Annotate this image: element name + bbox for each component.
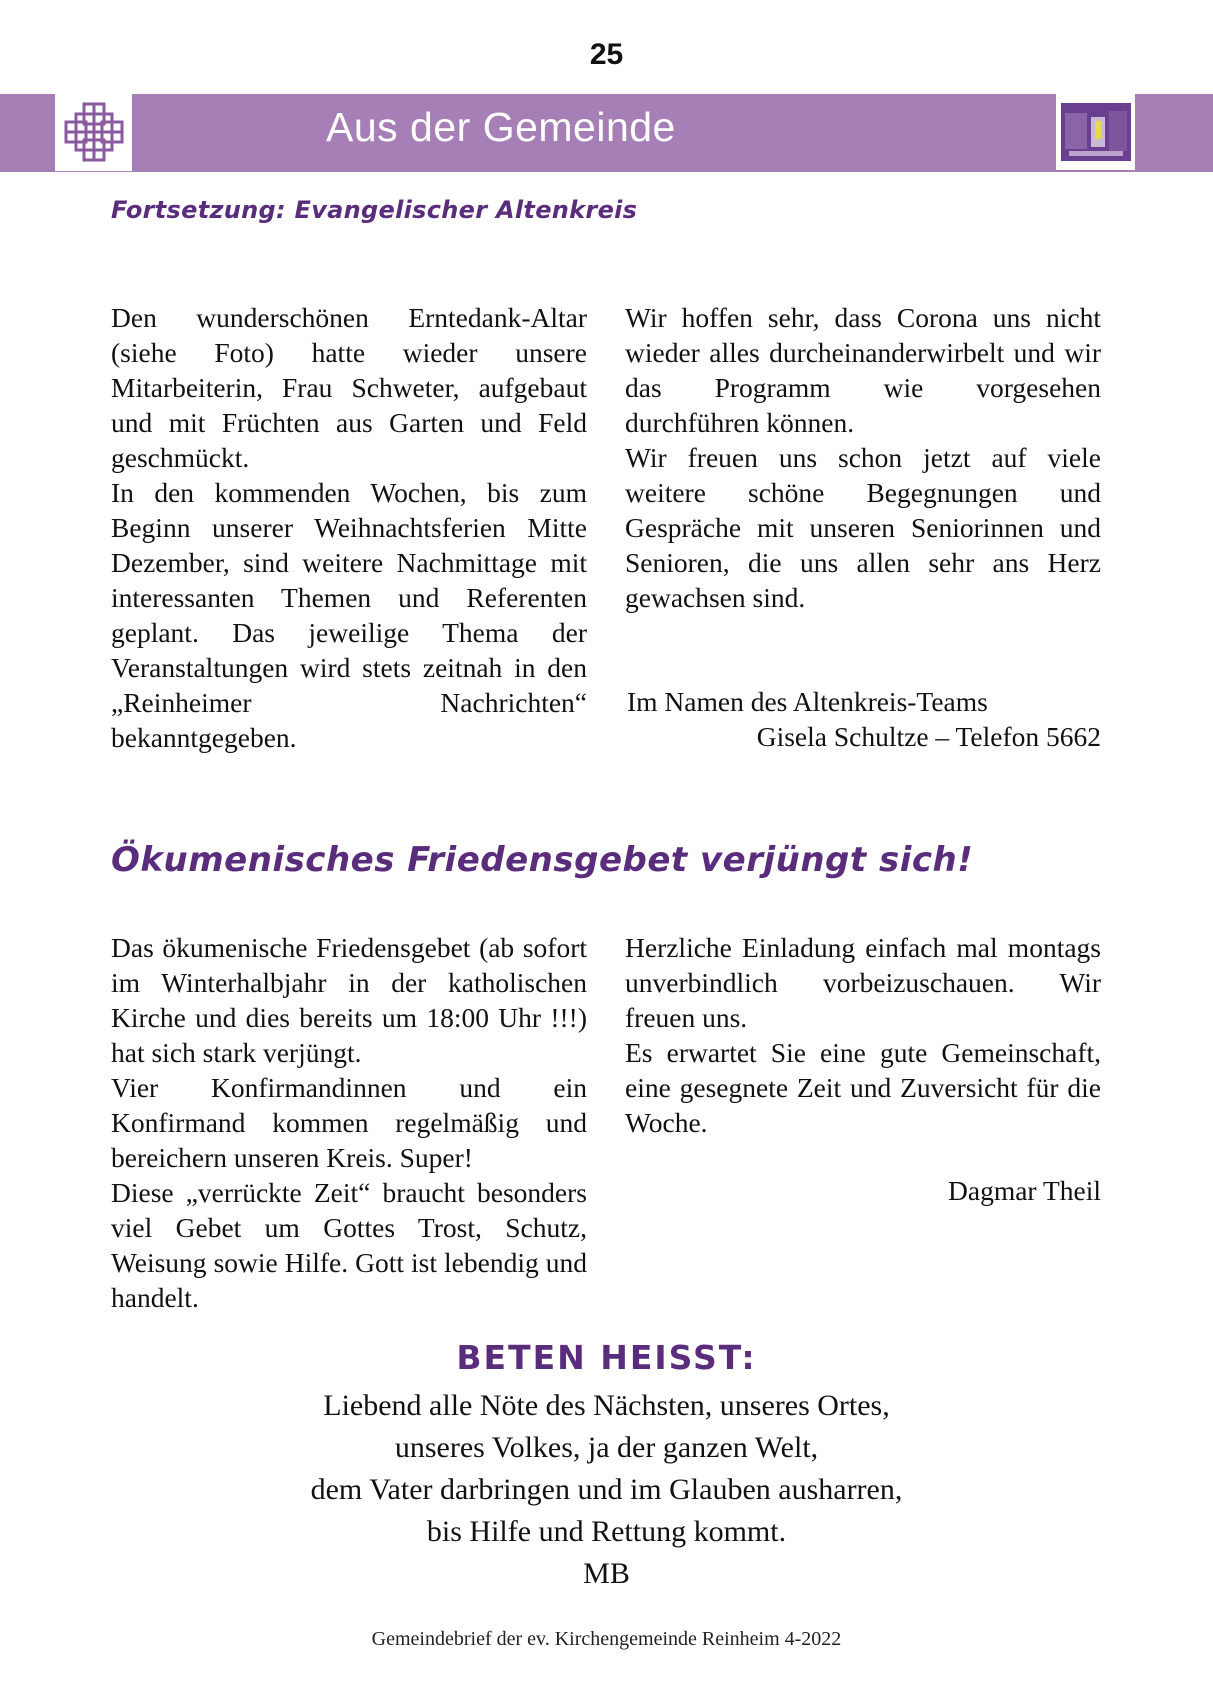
section1-right-column (625, 300, 1101, 615)
prayer-line: unseres Volkes, ja der ganzen Welt, (394, 1431, 819, 1464)
prayer-heading: BETEN HEISST: (456, 1338, 757, 1377)
church-photo-logo-icon (1056, 94, 1135, 170)
section1-subheading: Fortsetzung: Evangelischer Altenkreis (111, 196, 638, 224)
section2-heading: Ökumenisches Friedensgebet verjüngt sich! (111, 840, 974, 880)
paragraph: Diese „verrückte Zeit“ braucht besonders viel Gebet um Gottes Trost, Schutz, Weisung sowie Hilfe. Gott ist lebendig und handelt. (111, 1177, 587, 1313)
prayer-line: dem Vater darbringen und im Glauben ausharren, (310, 1473, 903, 1506)
paragraph: In den kommenden Wochen, bis zum Beginn unserer Weihnachtsferien Mitte Dezember, sind weitere Nachmittage mit interessanten Themen und Referenten geplant. Das jeweilige Thema der Veranstaltungen wird stets zeitnah in den „Reinheimer Nachrichten“ bekanntgegeben. (111, 477, 587, 753)
paragraph: Wir hoffen sehr, dass Corona uns nicht wieder alles durcheinanderwirbelt und wir das Programm wie vorgesehen durchführen können. (625, 302, 1101, 438)
cross-lattice-icon (55, 93, 132, 171)
paragraph: Wir freuen uns schon jetzt auf viele weitere schöne Begegnungen und Gespräche mit unseren Seniorinnen und Senioren, die uns allen sehr ans Herz gewachsen sind. (625, 442, 1101, 613)
section1-signature-team: Im Namen des Altenkreis-Teams (627, 686, 988, 717)
section1-left-column (111, 300, 587, 755)
section1-signature-name: Gisela Schultze – Telefon 5662 (756, 721, 1101, 752)
paragraph: Herzliche Einladung einfach mal montags unverbindlich vorbeizuschauen. Wir freuen uns. (625, 932, 1101, 1033)
footer: Gemeindebrief der ev. Kirchengemeinde Reinheim 4-2022 (371, 1628, 842, 1650)
page-section-title: Aus der Gemeinde (326, 104, 676, 150)
paragraph: Vier Konfirmandinnen und ein Konfirmand kommen regelmäßig und bereichern unseren Kreis. Super! (111, 1072, 587, 1173)
prayer-author: MB (583, 1557, 630, 1590)
prayer-text (0, 1385, 1213, 1595)
paragraph: Das ökumenische Friedensgebet (ab sofort im Winterhalbjahr in der katholischen Kirche und dies bereits um 18:00 Uhr !!!) hat sich stark verjüngt. (111, 932, 587, 1068)
paragraph: Es erwartet Sie eine gute Gemeinschaft, eine gesegnete Zeit und Zuversicht für die Woche. (625, 1037, 1101, 1138)
section2-signature: Dagmar Theil (948, 1175, 1101, 1206)
paragraph: Den wunderschönen Erntedank-Altar (siehe Foto) hatte wieder unsere Mitarbeiterin, Frau Schweter, aufgebaut und mit Früchten aus Garten und Feld geschmückt. (111, 302, 587, 473)
section2-right-column (625, 930, 1101, 1140)
prayer-line: bis Hilfe und Rettung kommt. (426, 1515, 787, 1548)
prayer-line: Liebend alle Nöte des Nächsten, unseres Ortes, (323, 1389, 890, 1422)
page-number: 25 (589, 38, 624, 71)
section2-left-column (111, 930, 587, 1315)
